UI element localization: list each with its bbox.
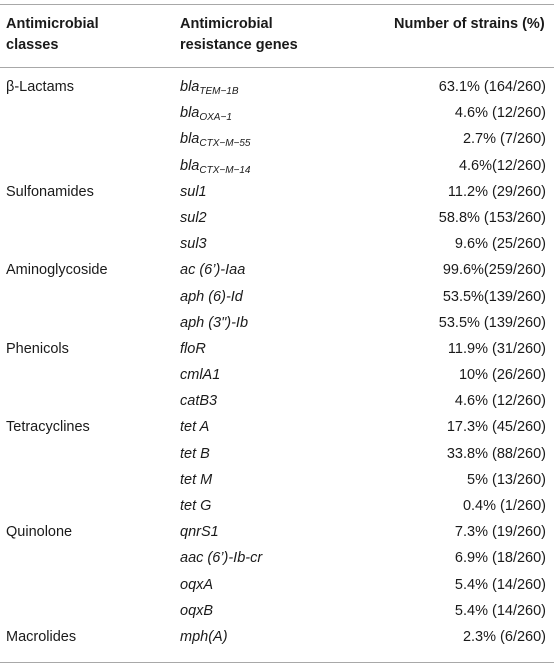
resistance-gene-cell bbox=[180, 367, 220, 383]
header-resistance-genes bbox=[180, 14, 298, 56]
strain-count-cell: 0.4% (1/260) bbox=[462, 498, 546, 514]
table-row bbox=[0, 207, 554, 233]
strain-count-cell: 4.6% (12/260) bbox=[454, 105, 546, 122]
table-row bbox=[0, 600, 554, 626]
strain-count-cell: 9.6% (25/260) bbox=[454, 236, 546, 253]
resistance-gene-cell bbox=[180, 577, 213, 593]
header-col1-line2: classes bbox=[6, 37, 59, 53]
strain-count-cell: 4.6% (12/260) bbox=[454, 393, 546, 410]
resistance-gene-cell bbox=[180, 289, 243, 305]
table-body bbox=[0, 76, 554, 652]
resistance-gene-cell bbox=[180, 158, 251, 176]
resistance-gene-cell bbox=[180, 603, 213, 619]
table-row bbox=[0, 547, 554, 573]
strain-count-cell: 63.1% (164/260) bbox=[438, 79, 546, 95]
strain-count-cell: 53.5% (139/260) bbox=[438, 314, 546, 331]
gene-name: sul2 bbox=[180, 209, 207, 226]
resistance-gene-cell bbox=[180, 629, 228, 645]
strain-count-cell: 2.3% (6/260) bbox=[462, 628, 546, 645]
resistance-gene-cell bbox=[180, 236, 207, 252]
gene-name: tet A bbox=[180, 419, 210, 436]
strain-count-cell: 10% (26/260) bbox=[458, 367, 546, 384]
strain-count-cell: 5% (13/260) bbox=[467, 471, 546, 488]
antimicrobial-class-cell: Sulfonamides bbox=[6, 183, 94, 200]
resistance-gene-cell bbox=[180, 393, 217, 409]
table-row bbox=[0, 521, 554, 547]
gene-name: sul3 bbox=[180, 236, 207, 253]
resistance-gene-cell bbox=[180, 341, 206, 357]
header-col1-line1: Antimicrobial bbox=[6, 16, 99, 32]
strain-count-cell: 17.3% (45/260) bbox=[446, 419, 546, 436]
gene-name: oqxA bbox=[180, 576, 214, 593]
table-row bbox=[0, 416, 554, 442]
gene-name: ac (6’)-Iaa bbox=[180, 262, 246, 279]
strain-count-cell: 7.3% (19/260) bbox=[454, 524, 546, 541]
gene-name: cmlA1 bbox=[180, 367, 221, 384]
gene-name: oqxB bbox=[180, 602, 214, 619]
strain-count-cell: 2.7% (7/260) bbox=[462, 131, 546, 148]
resistance-gene-cell bbox=[180, 419, 209, 435]
antimicrobial-class-cell: Quinolone bbox=[6, 524, 73, 541]
strain-count-cell: 4.6%(12/260) bbox=[458, 157, 546, 174]
resistance-gene-cell bbox=[180, 105, 232, 123]
resistance-gene-cell bbox=[180, 184, 207, 200]
resistance-gene-cell bbox=[180, 79, 239, 97]
header-col2-line2: resistance genes bbox=[180, 37, 298, 53]
table-row bbox=[0, 76, 554, 102]
gene-name: mph(A) bbox=[180, 628, 228, 645]
strain-count-cell: 53.5%(139/260) bbox=[442, 288, 546, 305]
gene-name: aac (6’)-Ib-cr bbox=[180, 550, 263, 567]
resistance-gene-cell bbox=[180, 472, 212, 488]
header-col2-line1: Antimicrobial bbox=[180, 16, 273, 32]
antimicrobial-class-cell: Aminoglycoside bbox=[6, 262, 108, 279]
resistance-gene-cell bbox=[180, 446, 210, 462]
strain-count-cell: 11.2% (29/260) bbox=[447, 183, 546, 200]
table-row bbox=[0, 443, 554, 469]
resistance-gene-cell bbox=[180, 524, 219, 540]
table-row bbox=[0, 181, 554, 207]
strain-count-cell: 5.4% (14/260) bbox=[454, 576, 546, 593]
table-row bbox=[0, 286, 554, 312]
table-row bbox=[0, 259, 554, 285]
gene-name: tet M bbox=[180, 471, 213, 488]
table-row bbox=[0, 626, 554, 652]
gene-subscript: CTX−M−55 bbox=[199, 138, 251, 150]
table-header-rule bbox=[0, 67, 554, 68]
strain-count-cell: 99.6%(259/260) bbox=[442, 262, 546, 279]
table-row bbox=[0, 102, 554, 128]
gene-name: floR bbox=[180, 340, 206, 357]
strain-count-cell: 33.8% (88/260) bbox=[446, 445, 546, 462]
resistance-gene-cell bbox=[180, 262, 245, 278]
table-row bbox=[0, 155, 554, 181]
strain-count-cell: 5.4% (14/260) bbox=[454, 602, 546, 619]
antimicrobial-class-cell: Phenicols bbox=[6, 340, 69, 357]
gene-subscript: TEM−1B bbox=[199, 86, 239, 97]
table-row bbox=[0, 469, 554, 495]
strain-count-cell: 58.8% (153/260) bbox=[438, 209, 546, 226]
gene-name: aph (6)-Id bbox=[180, 288, 243, 305]
gene-name: tet G bbox=[180, 498, 212, 514]
gene-name: qnrS1 bbox=[180, 524, 219, 541]
resistance-gene-cell bbox=[180, 498, 211, 514]
antimicrobial-class-cell: β-Lactams bbox=[6, 79, 74, 95]
gene-subscript: CTX−M−14 bbox=[199, 164, 251, 176]
table-row bbox=[0, 312, 554, 338]
gene-name: bla bbox=[180, 105, 200, 122]
gene-name: bla bbox=[180, 79, 200, 95]
table-row bbox=[0, 390, 554, 416]
table-row bbox=[0, 338, 554, 364]
table-row bbox=[0, 495, 554, 521]
header-number-of-strains: Number of strains (%) bbox=[394, 16, 545, 32]
resistance-gene-cell bbox=[180, 550, 262, 566]
antimicrobial-class-cell: Macrolides bbox=[6, 628, 77, 645]
table-bottom-rule bbox=[0, 662, 554, 663]
header-antimicrobial-classes bbox=[6, 14, 99, 56]
gene-subscript: OXA−1 bbox=[199, 112, 232, 124]
table-row bbox=[0, 574, 554, 600]
gene-name: bla bbox=[180, 157, 200, 174]
table-top-rule bbox=[0, 4, 554, 5]
gene-name: tet B bbox=[180, 445, 210, 462]
gene-name: catB3 bbox=[180, 393, 218, 410]
resistance-gene-cell bbox=[180, 210, 207, 226]
table-row bbox=[0, 364, 554, 390]
resistance-gene-cell bbox=[180, 131, 251, 149]
strain-count-cell: 11.9% (31/260) bbox=[447, 340, 546, 357]
strain-count-cell: 6.9% (18/260) bbox=[454, 550, 546, 567]
resistance-gene-cell bbox=[180, 315, 248, 331]
antimicrobial-class-cell: Tetracyclines bbox=[6, 419, 90, 436]
gene-name: aph (3")-Ib bbox=[180, 314, 249, 331]
table-row bbox=[0, 233, 554, 259]
table-row bbox=[0, 128, 554, 154]
gene-name: sul1 bbox=[180, 183, 207, 200]
gene-name: bla bbox=[180, 131, 200, 148]
